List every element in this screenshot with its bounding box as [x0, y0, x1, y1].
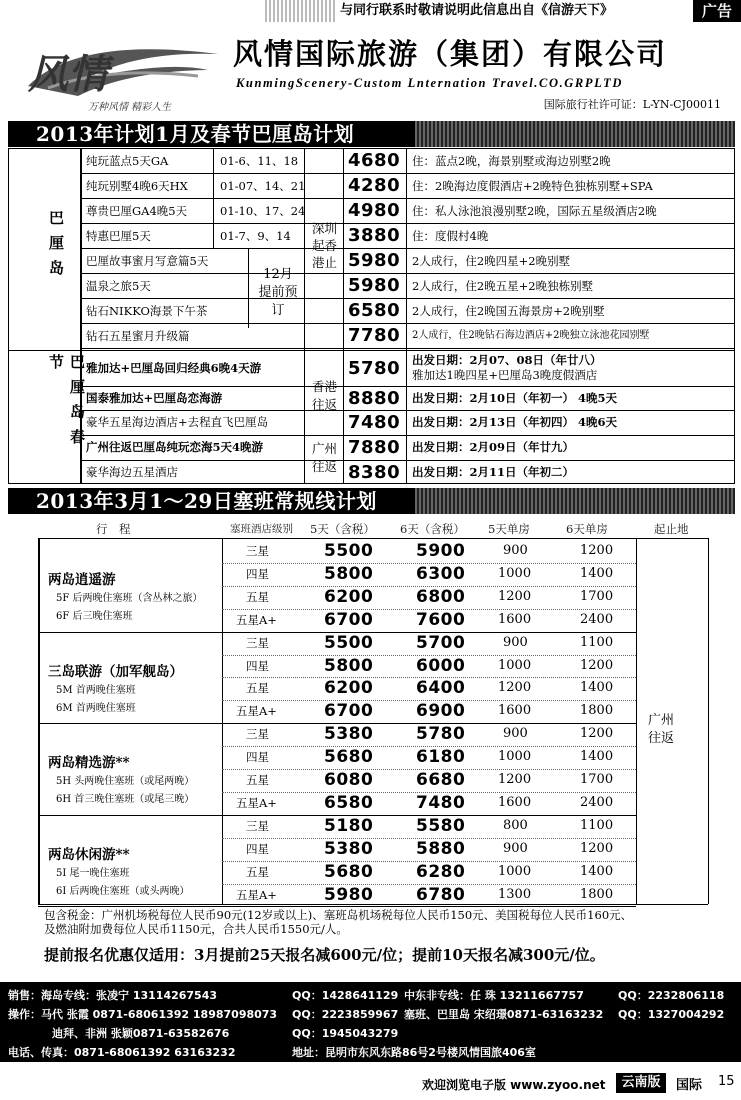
- logo-text: 风情: [28, 51, 108, 98]
- single-6day: 2400: [580, 611, 614, 627]
- single-5day: 1600: [498, 611, 532, 627]
- dec-note: 12月提前预订: [258, 267, 298, 318]
- saipan-origin: 广州往返: [648, 713, 675, 746]
- spring-route-price: 7480: [348, 412, 401, 433]
- price-6day: 6680: [416, 770, 466, 790]
- price-6day: 5900: [416, 541, 466, 561]
- footer-qq-4: QQ：1327004292: [618, 1008, 725, 1021]
- single-6day: 1200: [580, 840, 614, 856]
- section2-title: 2013年3月1～29日塞班常规线计划: [36, 489, 407, 513]
- single-6day: 1700: [580, 588, 614, 604]
- tax-note-1: 包含税金：广州机场税每位人民币90元(12岁或以上)、塞班岛机场税每位人民币150元、美国税每位人民币160元、: [44, 908, 633, 922]
- bali-route-dates: 01-07、14、21: [220, 179, 306, 193]
- bali-route-price: 5980: [348, 275, 401, 296]
- spring-route-date: 出发日期：2月13日（年初四） 4晚6天: [412, 415, 618, 429]
- price-6day: 6180: [416, 747, 466, 768]
- single-5day: 1200: [498, 680, 532, 696]
- price-5day: 6700: [324, 701, 374, 722]
- hotel-level: 四星: [246, 841, 269, 856]
- category-label: 国际: [676, 1078, 703, 1093]
- footer-phone: 电话、传真：0871-68061392 63163232: [8, 1046, 236, 1059]
- logo-slogan: 万种风情 精彩人生: [88, 102, 172, 113]
- single-6day: 1200: [580, 726, 614, 742]
- bali-route-desc: 住：蓝点2晚，海景别墅或海边别墅2晚: [412, 154, 611, 168]
- price-5day: 6700: [324, 609, 374, 630]
- hotel-level: 五星: [246, 589, 269, 604]
- single-5day: 900: [503, 726, 528, 742]
- spring-route-price: 8380: [348, 462, 401, 483]
- page-number: 15: [718, 1074, 735, 1089]
- footer-qq-1: QQ：1428641129: [292, 989, 399, 1002]
- hotel-level: 五星A+: [236, 704, 277, 719]
- section2-title-bar: [8, 488, 735, 514]
- bali-route-name: 尊贵巴厘GA4晚5天: [86, 204, 188, 218]
- single-6day: 1400: [580, 565, 614, 581]
- single-5day: 800: [503, 817, 528, 833]
- saipan-table: [8, 516, 735, 908]
- single-5day: 1000: [498, 863, 532, 879]
- spring-route-name: 豪华五星海边酒店+去程直飞巴厘岛: [86, 415, 269, 429]
- page-bottom: [0, 1066, 741, 1100]
- price-5day: 5380: [324, 724, 374, 745]
- single-5day: 1000: [498, 749, 532, 765]
- saipan-route-name: 两岛休闲游**: [48, 846, 130, 863]
- bali-route-dates: 01-10、17、24: [220, 204, 306, 218]
- price-5day: 6080: [324, 770, 374, 790]
- spring-route-price: 5780: [348, 358, 401, 379]
- saipan-route-name: 三岛联游（加军舰岛）: [48, 663, 183, 680]
- price-5day: 6200: [324, 586, 374, 607]
- saipan-route-note: 6H 首三晚住塞班（或尾三晚）: [56, 794, 195, 806]
- col-header: 行 程: [96, 522, 131, 536]
- bali-route-desc: 2人成行，住2晚国五海景房+2晚别墅: [412, 304, 605, 318]
- bali-route-price: 7780: [348, 325, 401, 346]
- single-6day: 1100: [580, 634, 614, 650]
- bali-route-name: 钻石五星蜜月升级篇: [86, 329, 190, 343]
- price-6day: 6280: [416, 861, 466, 882]
- hotel-level: 五星A+: [236, 887, 277, 902]
- spring-route-name: 广州往返巴厘岛纯玩恋海5天4晚游: [86, 440, 264, 454]
- hotel-level: 三星: [246, 544, 269, 558]
- single-5day: 900: [503, 543, 528, 558]
- spring-route-desc: 雅加达1晚四星+巴厘岛3晚度假酒店: [412, 368, 598, 382]
- single-6day: 1700: [580, 772, 614, 787]
- footer-mideast: 中东非专线：任 珠 13211667757: [404, 989, 584, 1002]
- spring-route-date: 出发日期：2月11日（年初二）: [412, 465, 575, 479]
- hotel-level: 三星: [246, 727, 269, 742]
- single-5day: 1600: [498, 794, 532, 810]
- single-5day: 1000: [498, 657, 532, 673]
- footer-dubai: 迪拜、非洲 张颖0871-63582676: [52, 1027, 230, 1040]
- hotel-level: 五星: [246, 864, 269, 879]
- saipan-route-note: 6F 后三晚住塞班: [56, 611, 133, 622]
- hk-label: 香港往返: [312, 379, 338, 412]
- price-6day: 5700: [416, 632, 466, 653]
- single-6day: 1400: [580, 680, 614, 696]
- hotel-level: 五星: [246, 773, 269, 787]
- bali-route-desc: 2人成行，住2晚钻石海边酒店+2晚独立泳池花园别墅: [412, 330, 650, 341]
- bali-route-desc: 住：度假村4晚: [412, 229, 489, 243]
- single-6day: 1800: [580, 886, 614, 902]
- price-5day: 5680: [324, 861, 374, 882]
- header: [8, 24, 735, 118]
- saipan-route-note: 5M 首两晚住塞班: [56, 684, 136, 696]
- footer-qq-5: QQ：1945043279: [292, 1027, 399, 1040]
- bali-route-name: 特惠巴厘5天: [86, 229, 151, 243]
- bali-route-name: 温泉之旅5天: [86, 279, 151, 293]
- saipan-route-note: 5F 后两晚住塞班（含丛林之旅）: [56, 593, 203, 604]
- col-header: 5天（含税）: [310, 522, 375, 536]
- price-6day: 6400: [416, 678, 466, 699]
- saipan-route-name: 两岛逍遥游: [48, 572, 116, 588]
- hotel-level: 五星: [246, 681, 269, 696]
- hotel-level: 五星A+: [236, 612, 277, 627]
- bali-route-price: 3880: [348, 225, 401, 246]
- price-5day: 5500: [324, 541, 374, 561]
- col-header: 6天（含税）: [400, 522, 465, 536]
- spring-route-date: 出发日期：2月07、08日（年廿八）: [412, 353, 602, 367]
- hotel-level: 四星: [246, 750, 269, 765]
- shenzhen-label: 深圳起香港止: [312, 221, 338, 270]
- saipan-route-note: 6I 后两晚住塞班（或头两晚）: [56, 885, 190, 897]
- section1-title: 2013年计划1月及春节巴厘岛计划: [36, 122, 384, 146]
- contact-footer: [0, 982, 741, 1062]
- company-name: 风情国际旅游（集团）有限公司: [233, 37, 668, 71]
- bali-spring-label: 巴厘岛春节: [47, 354, 86, 454]
- section1-title-bar: [8, 121, 735, 147]
- single-6day: 1100: [580, 817, 614, 833]
- bali-route-desc: 2人成行，住2晚五星+2晚独栋别墅: [412, 279, 594, 293]
- bali-route-price: 4680: [348, 150, 401, 171]
- footer-qq-3: QQ：2223859967: [292, 1008, 399, 1021]
- ad-badge: 广告: [693, 0, 741, 22]
- price-5day: 6580: [324, 792, 374, 813]
- single-6day: 1400: [580, 863, 614, 879]
- saipan-route-note: 5I 尾一晚住塞班: [56, 867, 130, 879]
- price-6day: 6000: [416, 655, 466, 676]
- single-5day: 1000: [498, 565, 532, 581]
- price-6day: 7480: [416, 792, 466, 813]
- price-6day: 5780: [416, 724, 466, 745]
- bali-route-name: 钻石NIKKO海景下午茶: [86, 304, 208, 318]
- single-5day: 1200: [498, 772, 532, 787]
- saipan-route-name: 两岛精选游**: [48, 755, 130, 772]
- license-number: 国际旅行社许可证：L-YN-CJ00011: [543, 98, 721, 111]
- hotel-level: 四星: [246, 658, 269, 673]
- tax-note-2: 及燃油附加费每位人民币1150元，合共人民币1550元/人。: [44, 922, 348, 936]
- spring-route-price: 8880: [348, 388, 401, 409]
- price-6day: 6780: [416, 884, 466, 905]
- spring-route-name: 豪华海边五星酒店: [86, 465, 178, 479]
- price-6day: 5880: [416, 838, 466, 859]
- single-5day: 1200: [498, 588, 532, 604]
- col-header: 塞班酒店级别: [230, 523, 293, 535]
- price-5day: 5180: [324, 815, 374, 836]
- single-5day: 1300: [498, 886, 532, 902]
- spring-route-date: 出发日期：2月09日（年廿九）: [412, 440, 575, 454]
- hotel-level: 三星: [246, 818, 269, 833]
- gz-label: 广州往返: [312, 441, 338, 474]
- bali-route-name: 纯玩蓝点5天GA: [86, 154, 169, 168]
- top-notice: 与同行联系时敬请说明此信息出自《信游天下》: [340, 3, 614, 18]
- single-5day: 1600: [498, 703, 532, 719]
- price-5day: 6200: [324, 678, 374, 699]
- price-6day: 5580: [416, 815, 466, 836]
- bali-route-price: 5980: [348, 250, 401, 271]
- price-5day: 5680: [324, 747, 374, 768]
- bali-route-name: 纯玩别墅4晚6天HX: [86, 179, 188, 193]
- price-6day: 6300: [416, 563, 466, 584]
- bali-route-dates: 01-6、11、18: [220, 154, 299, 168]
- bali-label: 巴厘岛: [47, 210, 65, 285]
- promo-note: 提前报名优惠仅适用：3月提前25天报名减600元/位；提前10天报名减300元/位。: [44, 946, 605, 964]
- hotel-level: 四星: [246, 566, 269, 581]
- footer-qq-2: QQ：2232806118: [618, 989, 725, 1002]
- bali-route-price: 4280: [348, 175, 401, 196]
- footer-address: 地址：昆明市东风东路86号2号楼风情国旅406室: [292, 1046, 536, 1059]
- price-5day: 5980: [324, 884, 374, 905]
- single-6day: 1400: [580, 749, 614, 765]
- footer-saipan: 塞班、巴里岛 宋绍璟0871-63163232: [404, 1008, 604, 1021]
- bali-route-price: 6580: [348, 300, 401, 321]
- spring-route-name: 雅加达+巴厘岛回归经典6晚4天游: [86, 361, 262, 375]
- single-6day: 1200: [580, 543, 614, 558]
- hotel-level: 五星A+: [236, 795, 277, 810]
- bali-route-dates: 01-7、9、14: [220, 229, 291, 243]
- single-5day: 900: [503, 840, 528, 856]
- edition-badge: 云南版: [616, 1073, 666, 1093]
- price-6day: 7600: [416, 609, 466, 630]
- col-header: 5天单房: [488, 522, 530, 536]
- bali-route-desc: 住：2晚海边度假酒店+2晚特色独栋别墅+SPA: [412, 179, 653, 193]
- company-name-en: KunmingScenery-Custom Lnternation Travel.CO.GRPLTD: [236, 76, 623, 90]
- single-6day: 2400: [580, 794, 614, 810]
- spring-route-price: 7880: [348, 437, 401, 458]
- hotel-level: 三星: [246, 635, 269, 650]
- bali-route-name: 巴厘故事蜜月写意篇5天: [86, 254, 209, 268]
- single-6day: 1200: [580, 657, 614, 673]
- spring-route-name: 国泰雅加达+巴厘岛恋海游: [86, 391, 223, 405]
- decor-dots: [265, 0, 335, 22]
- spring-route-date: 出发日期：2月10日（年初一） 4晚5天: [412, 391, 618, 405]
- saipan-route-note: 6M 首两晚住塞班: [56, 702, 136, 714]
- price-6day: 6800: [416, 586, 466, 607]
- footer-sales: 销售：海岛专线：张凌宁 13114267543: [8, 989, 218, 1002]
- price-5day: 5380: [324, 838, 374, 859]
- company-logo: [18, 26, 223, 114]
- single-5day: 900: [503, 634, 528, 650]
- bali-route-desc: 住：私人泳池浪漫别墅2晚，国际五星级酒店2晚: [412, 204, 657, 218]
- col-header: 起止地: [654, 522, 689, 536]
- top-strip: [0, 0, 741, 22]
- site-url: 欢迎浏览电子版 www.zyoo.net: [422, 1078, 606, 1092]
- price-6day: 6900: [416, 701, 466, 722]
- single-6day: 1800: [580, 703, 614, 719]
- price-5day: 5500: [324, 632, 374, 653]
- footer-ops: 操作：马代 张霞 0871-68061392 18987098073: [8, 1008, 278, 1021]
- bali-table: [8, 148, 735, 484]
- bali-route-price: 4980: [348, 200, 401, 221]
- bali-route-desc: 2人成行，住2晚四星+2晚别墅: [412, 254, 571, 268]
- col-header: 6天单房: [566, 522, 608, 536]
- price-5day: 5800: [324, 655, 374, 676]
- saipan-route-note: 5H 头两晚住塞班（或尾两晚）: [56, 776, 195, 788]
- price-5day: 5800: [324, 563, 374, 584]
